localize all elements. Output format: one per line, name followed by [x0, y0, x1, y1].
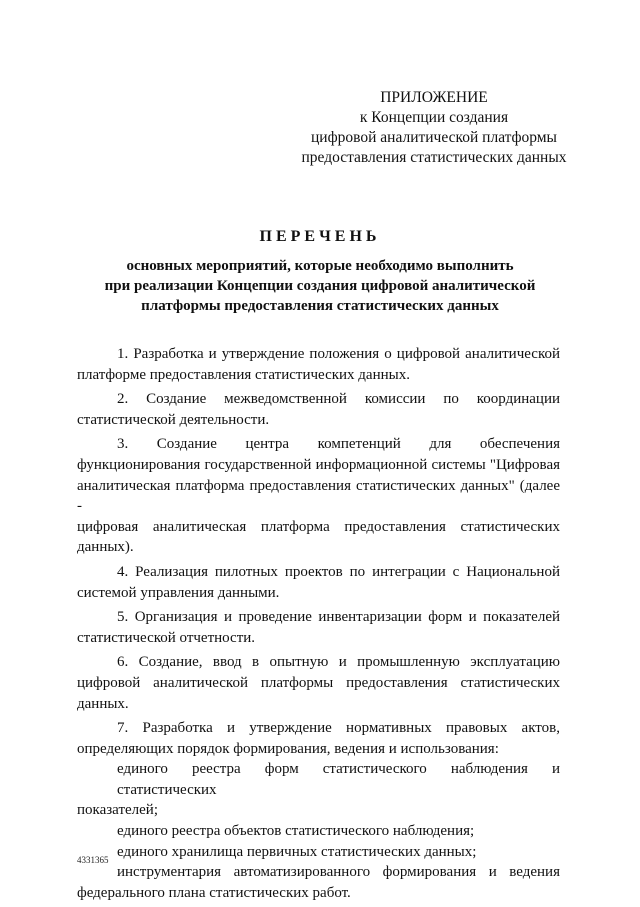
appendix-reference-line: к Концепции создания — [359, 109, 509, 126]
list-item-text: платформе предоставления статистических данных. — [77, 366, 410, 383]
list-item-text: цифровая аналитическая платформа предоставления статистических — [77, 518, 560, 535]
list-item-text: данных). — [77, 539, 134, 556]
appendix-reference-line: предоставления статистических данных — [301, 149, 567, 166]
list-item-text: 1. Разработка и утверждение положения о цифровой аналитической — [117, 346, 560, 362]
list-item-3 — [77, 434, 560, 558]
sub-item-text: единого реестра объектов статистического наблюдения; — [117, 823, 475, 840]
sub-item-text: единого реестра форм статистического наблюдения и статистических — [117, 761, 560, 798]
list-item-text: определяющих порядок формирования, ведения и использования: — [77, 740, 499, 757]
list-item-text: 3. Создание центра компетенций для обеспечения — [117, 436, 560, 453]
list-item-text: аналитическая платформа предоставления статистических данных" (далее - — [77, 477, 560, 515]
document-number: 4331365 — [77, 855, 109, 865]
sub-item-text: федерального плана статистических работ. — [77, 884, 351, 901]
list-item-text: статистической отчетности. — [77, 629, 256, 646]
list-item-text: 2. Создание межведомственной комиссии по координации — [117, 391, 560, 408]
appendix-label: ПРИЛОЖЕНИЕ — [380, 89, 488, 106]
list-item-6 — [77, 652, 560, 714]
list-item-text: 6. Создание, ввод в опытную и промышленную эксплуатацию — [117, 654, 560, 671]
list-item-text: 7. Разработка и утверждение нормативных правовых актов, — [117, 720, 560, 737]
list-item-4 — [77, 562, 560, 603]
sub-item-text: показателей; — [77, 802, 158, 819]
sub-item-text: единого хранилища первичных статистических данных; — [117, 843, 477, 860]
list-item-text: цифровой аналитической платформы предоставления статистических — [77, 674, 560, 691]
list-item-text: 4. Реализация пилотных проектов по интеграции с Национальной — [117, 563, 560, 580]
list-item-7 — [77, 718, 560, 903]
subtitle-line: платформы предоставления статистических данных — [141, 298, 499, 314]
list-item-2 — [77, 389, 560, 430]
list-item-1 — [77, 344, 560, 385]
list-item-text: системой управления данными. — [77, 584, 280, 601]
subtitle-line: при реализации Концепции создания цифровой аналитической — [104, 278, 536, 294]
list-item-text: функционирования государственной информационной системы "Цифровая — [77, 456, 560, 473]
list-item-5 — [77, 607, 560, 648]
list-item-text: статистической деятельности. — [77, 411, 270, 428]
list-item-text: 5. Организация и проведение инвентаризации форм и показателей — [117, 609, 560, 626]
document-body — [77, 344, 560, 907]
subtitle-line: основных мероприятий, которые необходимо выполнить — [126, 258, 514, 274]
document-title: ПЕРЕЧЕНЬ — [259, 228, 381, 245]
list-item-text: данных. — [77, 695, 129, 712]
sub-item-text: инструментария автоматизированного формирования и ведения — [117, 864, 560, 881]
appendix-header — [290, 88, 578, 168]
document-subtitle — [80, 256, 560, 316]
appendix-reference-line: цифровой аналитической платформы — [311, 129, 557, 146]
